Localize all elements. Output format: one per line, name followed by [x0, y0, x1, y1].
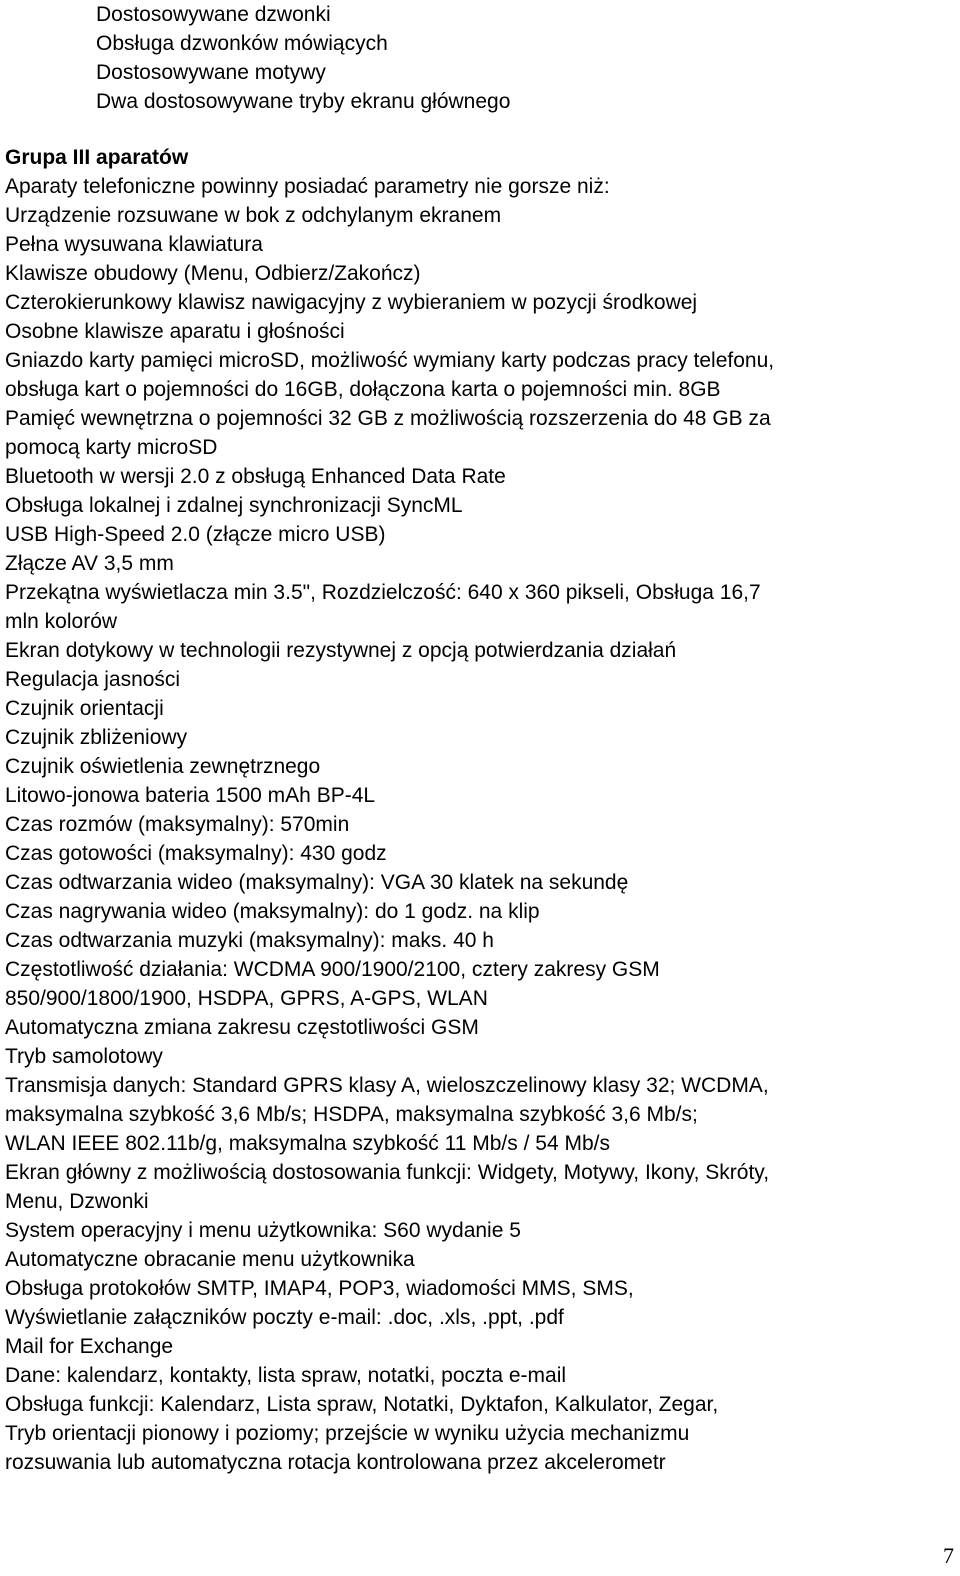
section-lead: Aparaty telefoniczne powinny posiadać parametry nie gorsze niż: — [5, 175, 610, 198]
spec-item — [5, 317, 940, 346]
spec-text: Osobne klawisze aparatu i głośności — [5, 320, 345, 343]
spec-text: Ekran dotykowy w technologii rezystywnej z opcją potwierdzania działań — [5, 639, 677, 662]
intro-line: Obsługa dzwonków mówiących — [96, 32, 388, 55]
spec-text: Transmisja danych: Standard GPRS klasy A, wieloszczelinowy klasy 32; WCDMA, — [5, 1074, 769, 1097]
intro-line: Dostosowywane dzwonki — [96, 3, 331, 26]
spec-text: Gniazdo karty pamięci microSD, możliwość wymiany karty podczas pracy telefonu, — [5, 349, 775, 372]
spec-item — [5, 578, 940, 636]
spec-text: Czas gotowości (maksymalny): 430 godz — [5, 842, 387, 865]
spec-continuation: rozsuwania lub automatyczna rotacja kontrolowana przez akcelerometr — [5, 1451, 666, 1474]
spec-text: System operacyjny i menu użytkownika: S60 wydanie 5 — [5, 1219, 521, 1242]
spec-item — [5, 839, 940, 868]
spec-text: USB High-Speed 2.0 (złącze micro USB) — [5, 523, 386, 546]
spec-item — [5, 694, 940, 723]
section-heading: Grupa III aparatów — [5, 146, 189, 169]
spec-text: Tryb samolotowy — [5, 1045, 163, 1068]
spec-text: Czas odtwarzania muzyki (maksymalny): maks. 40 h — [5, 929, 494, 952]
spec-text: Urządzenie rozsuwane w bok z odchylanym ekranem — [5, 204, 502, 227]
spec-text: Czujnik zbliżeniowy — [5, 726, 188, 749]
spec-text: Regulacja jasności — [5, 668, 181, 691]
spec-text: Częstotliwość działania: WCDMA 900/1900/2100, cztery zakresy GSM — [5, 958, 660, 981]
intro-line: Dostosowywane motywy — [96, 61, 326, 84]
spec-continuation: WLAN IEEE 802.11b/g, maksymalna szybkość 11 Mb/s / 54 Mb/s — [5, 1132, 610, 1155]
spec-item — [5, 1274, 940, 1303]
group-three-section — [5, 143, 940, 1477]
spec-item — [5, 926, 940, 955]
intro-line: Dwa dostosowywane tryby ekranu głównego — [96, 90, 511, 113]
spec-text: Obsługa protokołów SMTP, IMAP4, POP3, wiadomości MMS, SMS, — [5, 1277, 634, 1300]
spec-continuation: Menu, Dzwonki — [5, 1190, 149, 1213]
spec-item — [5, 868, 940, 897]
spec-text: Ekran główny z możliwością dostosowania funkcji: Widgety, Motywy, Ikony, Skróty, — [5, 1161, 770, 1184]
spec-item — [5, 1042, 940, 1071]
spec-text: Czas odtwarzania wideo (maksymalny): VGA 30 klatek na sekundę — [5, 871, 629, 894]
spec-text: Czas rozmów (maksymalny): 570min — [5, 813, 350, 836]
spec-continuation: 850/900/1800/1900, HSDPA, GPRS, A-GPS, WLAN — [5, 987, 488, 1010]
spec-item — [5, 636, 940, 665]
spec-item — [5, 1158, 940, 1216]
spec-item — [5, 230, 940, 259]
spec-item — [5, 781, 940, 810]
spec-item — [5, 1361, 940, 1390]
spec-item — [5, 1013, 940, 1042]
spec-text: Mail for Exchange — [5, 1335, 174, 1358]
spec-text: Pamięć wewnętrzna o pojemności 32 GB z możliwością rozszerzenia do 48 GB za — [5, 407, 771, 430]
spec-text: Złącze AV 3,5 mm — [5, 552, 174, 575]
spec-item — [5, 810, 940, 839]
spec-text: Czas nagrywania wideo (maksymalny): do 1 godz. na klip — [5, 900, 540, 923]
spec-item — [5, 723, 940, 752]
spec-text: Automatyczna zmiana zakresu częstotliwości GSM — [5, 1016, 479, 1039]
spec-text: Automatyczne obracanie menu użytkownika — [5, 1248, 415, 1271]
spec-text: Czterokierunkowy klawisz nawigacyjny z wybieraniem w pozycji środkowej — [5, 291, 698, 314]
intro-list — [96, 0, 936, 116]
spec-text: Bluetooth w wersji 2.0 z obsługą Enhanced Data Rate — [5, 465, 506, 488]
spec-text: Obsługa funkcji: Kalendarz, Lista spraw, Notatki, Dyktafon, Kalkulator, Zegar, — [5, 1393, 719, 1416]
spec-text: Przekątna wyświetlacza min 3.5", Rozdzielczość: 640 x 360 pikseli, Obsługa 16,7 — [5, 581, 761, 604]
spec-continuation: pomocą karty microSD — [5, 436, 218, 459]
spec-item — [5, 491, 940, 520]
spec-text: Czujnik oświetlenia zewnętrznego — [5, 755, 321, 778]
spec-item — [5, 1303, 940, 1332]
spec-item — [5, 752, 940, 781]
spec-continuation: mln kolorów — [5, 610, 118, 633]
spec-item — [5, 259, 940, 288]
spec-continuation: obsługa kart o pojemności do 16GB, dołączona karta o pojemności min. 8GB — [5, 378, 721, 401]
spec-text: Obsługa lokalnej i zdalnej synchronizacji SyncML — [5, 494, 463, 517]
spec-item — [5, 665, 940, 694]
spec-item — [5, 404, 940, 462]
spec-item — [5, 288, 940, 317]
spec-text: Dane: kalendarz, kontakty, lista spraw, notatki, poczta e-mail — [5, 1364, 567, 1387]
spec-item — [5, 462, 940, 491]
spec-item — [5, 1071, 940, 1158]
spec-item — [5, 1332, 940, 1361]
spec-item — [5, 549, 940, 578]
spec-text: Tryb orientacji pionowy i poziomy; przejście w wyniku użycia mechanizmu — [5, 1422, 690, 1445]
spec-item — [5, 1245, 940, 1274]
spec-item — [5, 346, 940, 404]
spec-item — [5, 1390, 940, 1419]
spec-item — [5, 897, 940, 926]
spec-text: Litowo-jonowa bateria 1500 mAh BP-4L — [5, 784, 376, 807]
spec-continuation: maksymalna szybkość 3,6 Mb/s; HSDPA, maksymalna szybkość 3,6 Mb/s; — [5, 1103, 698, 1126]
spec-text: Klawisze obudowy (Menu, Odbierz/Zakończ) — [5, 262, 421, 285]
spec-item — [5, 520, 940, 549]
page-number: 7 — [943, 1543, 954, 1568]
spec-text: Pełna wysuwana klawiatura — [5, 233, 263, 256]
spec-item — [5, 955, 940, 1013]
spec-list — [5, 201, 940, 1477]
spec-item — [5, 201, 940, 230]
spec-text: Wyświetlanie załączników poczty e-mail: .doc, .xls, .ppt, .pdf — [5, 1306, 564, 1329]
spec-item — [5, 1216, 940, 1245]
spec-item — [5, 1419, 940, 1477]
spec-text: Czujnik orientacji — [5, 697, 164, 720]
